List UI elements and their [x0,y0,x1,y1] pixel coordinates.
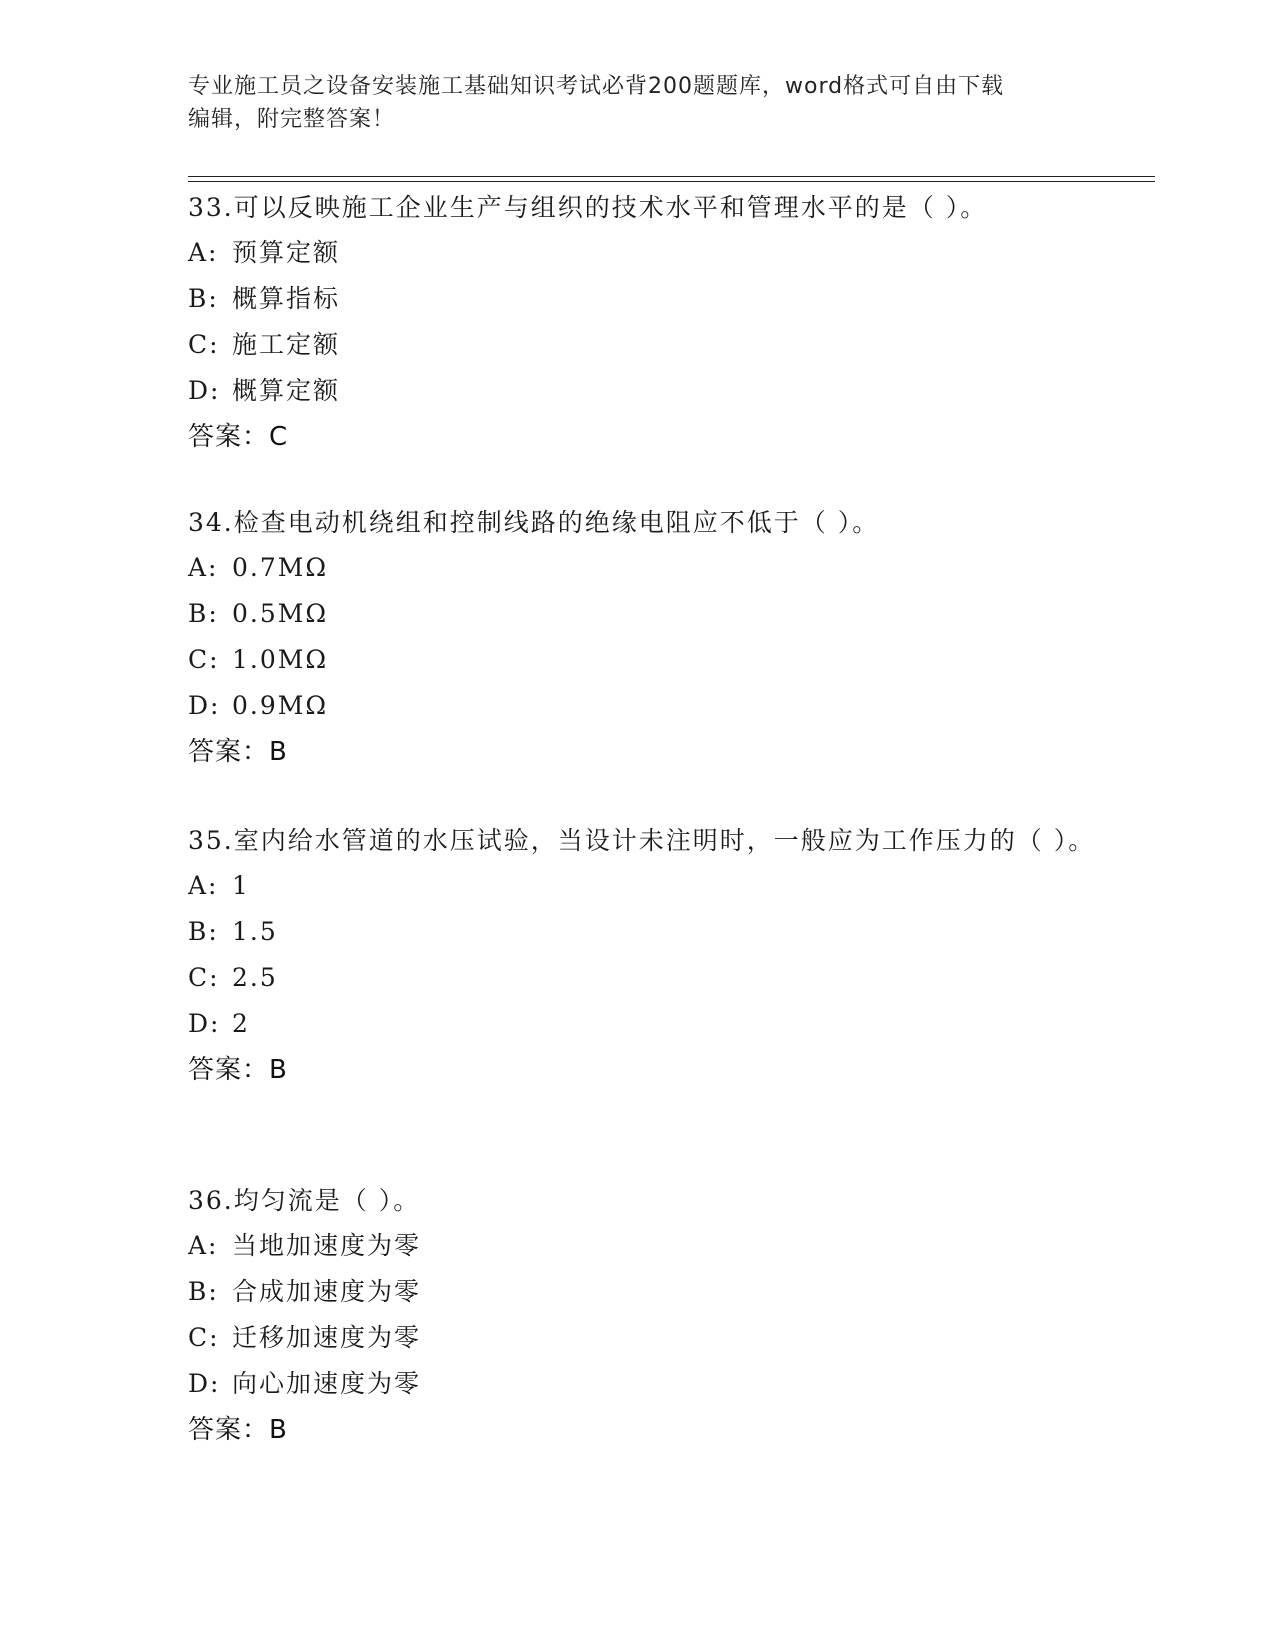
option-letter: B: [188,917,219,946]
option-letter: A: [188,1231,219,1260]
option-letter: A: [188,871,219,900]
option-d [188,1361,1108,1407]
option-c [188,322,1108,368]
option-b [188,591,1108,637]
option-text: 2 [232,1009,250,1038]
option-text: 1.5 [232,917,278,946]
option-b [188,1269,1108,1315]
option-text: 0.7MΩ [232,553,329,582]
option-letter: C: [188,1323,220,1352]
question-text: 33.可以反映施工企业生产与组织的技术水平和管理水平的是（ ）。 [188,193,988,222]
option-text: 当地加速度为零 [232,1231,422,1260]
option-a [188,1223,1108,1269]
option-letter: B: [188,1277,219,1306]
option-letter: A: [188,553,219,582]
header-divider-bottom [188,181,1155,182]
option-letter: D: [188,691,221,720]
header-line-2: 编辑，附完整答案！ [188,107,396,132]
option-d [188,683,1108,729]
question-text: 34.检查电动机绕组和控制线路的绝缘电阻应不低于（ ）。 [188,508,880,537]
option-letter: D: [188,1009,221,1038]
option-text: 预算定额 [232,238,341,267]
option-b [188,909,1108,955]
option-text: 1 [232,871,250,900]
option-letter: B: [188,284,219,313]
document-header [188,70,1068,136]
question-34 [188,500,1108,775]
option-c [188,1315,1108,1361]
question-36 [188,1178,1108,1453]
option-text: 施工定额 [232,330,341,359]
option-c [188,955,1108,1001]
option-d [188,368,1108,414]
option-letter: C: [188,645,220,674]
option-d [188,1001,1108,1047]
option-letter: B: [188,599,219,628]
answer: 答案：B [188,1415,288,1445]
header-divider-top [188,176,1155,177]
header-line-1: 专业施工员之设备安装施工基础知识考试必背200题题库，word格式可自由下载 [188,74,1005,99]
option-a [188,863,1108,909]
option-text: 概算指标 [232,284,341,313]
option-text: 向心加速度为零 [232,1369,422,1398]
option-text: 迁移加速度为零 [232,1323,422,1352]
option-text: 1.0MΩ [232,645,329,674]
answer: 答案：B [188,1055,288,1085]
option-text: 合成加速度为零 [232,1277,422,1306]
option-b [188,276,1108,322]
option-a [188,230,1108,276]
option-letter: C: [188,330,220,359]
answer: 答案：B [188,737,288,767]
option-letter: D: [188,376,221,405]
option-letter: A: [188,238,219,267]
option-letter: C: [188,963,220,992]
option-text: 概算定额 [232,376,341,405]
option-text: 0.5MΩ [232,599,329,628]
option-a [188,545,1108,591]
question-text: 36.均匀流是（ ）。 [188,1186,421,1215]
option-text: 0.9MΩ [232,691,329,720]
question-33 [188,185,1108,460]
option-letter: D: [188,1369,221,1398]
question-35 [188,818,1108,1093]
answer: 答案：C [188,422,289,452]
option-c [188,637,1108,683]
question-text: 35.室内给水管道的水压试验，当设计未注明时，一般应为工作压力的（ ）。 [188,826,1096,855]
option-text: 2.5 [232,963,278,992]
